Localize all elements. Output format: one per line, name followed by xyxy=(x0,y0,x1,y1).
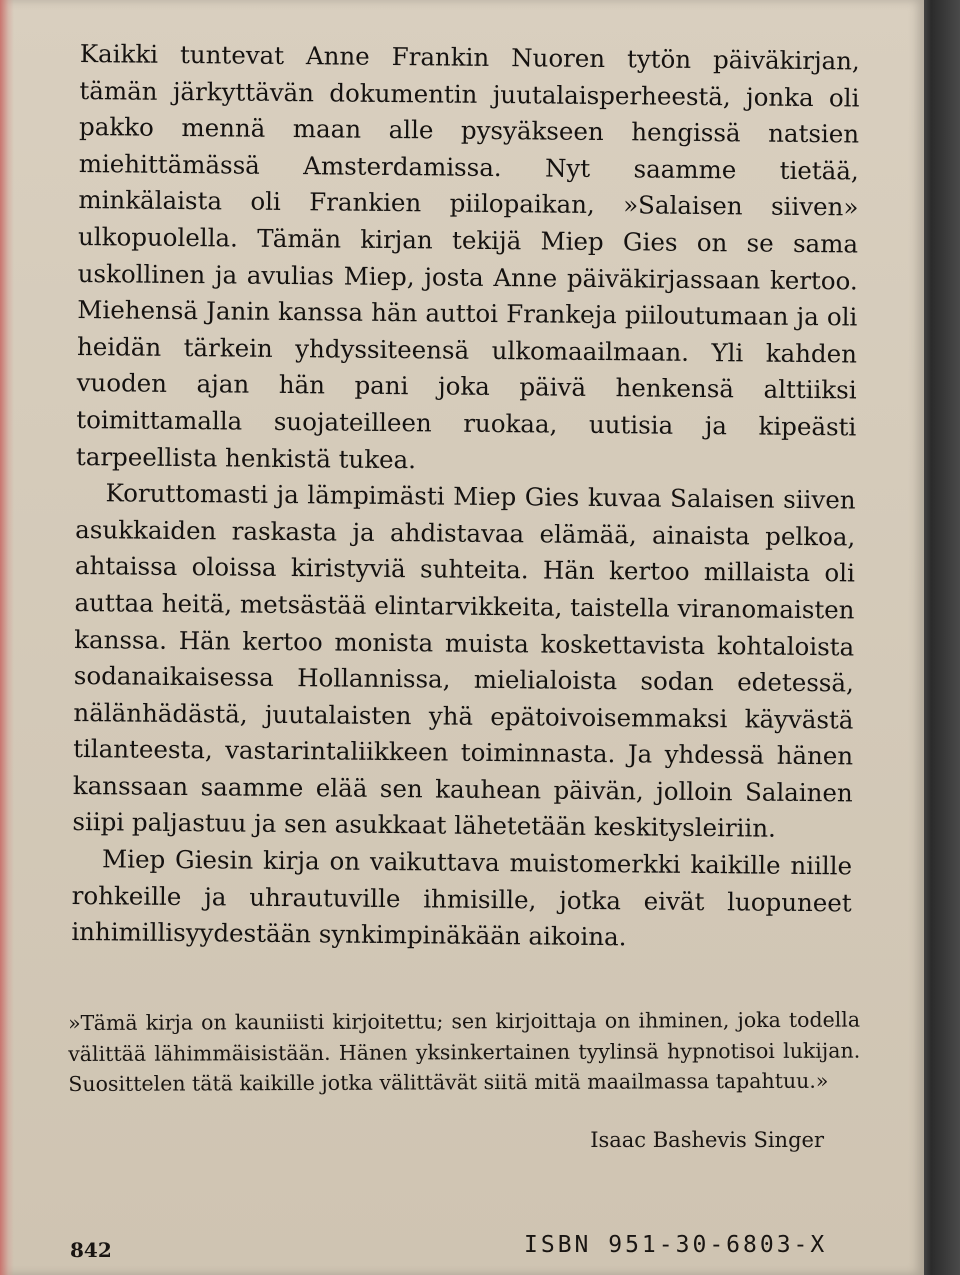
cover-spine-edge xyxy=(0,0,14,1275)
blurb-paragraph-2: Koruttomasti ja lämpimästi Miep Gies kuvaa Salaisen siiven asukkaiden raskasta ja ahdistavaa elämää, ainaista pelkoa, ahtaissa oloissa kiristyviä suhteita. Hän kertoo millaista oli auttaa heitä, metsästää elintarvikkeita, taistella viranomaisten kanssa. Hän kertoo monista muista koskettavista kohtaloista sodanaikaisessa Hollannissa, mielialoista sodan edetessä, nälänhädästä, juutalaisten yhä epätoivoisemmaksi käyvästä tilanteesta, vastarintaliikkeen toiminnasta. Ja yhdessä hänen kanssaan saamme elää sen kauhean päivän, jolloin Salainen siipi paljastuu ja sen asukkaat lähetetään keskitysleiriin. xyxy=(72,478,856,844)
review-quote-author: Isaac Bashevis Singer xyxy=(590,1128,824,1152)
blurb-text xyxy=(71,36,860,958)
isbn-code: ISBN 951-30-6803-X xyxy=(524,1232,828,1258)
review-quote-text: »Tämä kirja on kauniisti kirjoitettu; sen kirjoittaja on ihminen, joka todella välittää lähimmäisistään. Hänen yksinkertainen tyylinsä hypnotisoi lukijan. Suosittelen tätä kaikille jotka välittävät siitä mitä maailmassa tapahtuu.» xyxy=(68,1007,861,1096)
catalog-number: 842 xyxy=(70,1238,112,1262)
review-quote xyxy=(68,1005,860,1100)
blurb-paragraph-1: Kaikki tuntevat Anne Frankin Nuoren tytön päiväkirjan, tämän järkyttävän dokumentin juutalaisperheestä, jonka oli pakko mennä maan alle pysyäkseen hengissä natsien miehittämässä Amsterdamissa. Nyt saamme tietää, minkälaista oli Frankien piilopaikan, »Salaisen siiven» ulkopuolella. Tämän kirjan tekijä Miep Gies on se sama uskollinen ja avulias Miep, josta Anne päiväkirjassaan kertoo. Miehensä Janin kanssa hän auttoi Frankeja piiloutumaan ja oli heidän tärkein yhdyssiteensä ulkomaailmaan. Yli kahden vuoden ajan hän pani joka päivä henkensä alttiiksi toimittamalla suojateilleen ruokaa, uutisia ja kipeästi tarpeellista henkistä tukea. xyxy=(75,38,860,474)
blurb-paragraph-3: Miep Giesin kirja on vaikuttava muistomerkki kaikille niille rohkeille ja uhrautuville ihmisille, jotka eivät luopuneet inhimillisyydestään synkimpinäkään aikoina. xyxy=(71,844,853,952)
